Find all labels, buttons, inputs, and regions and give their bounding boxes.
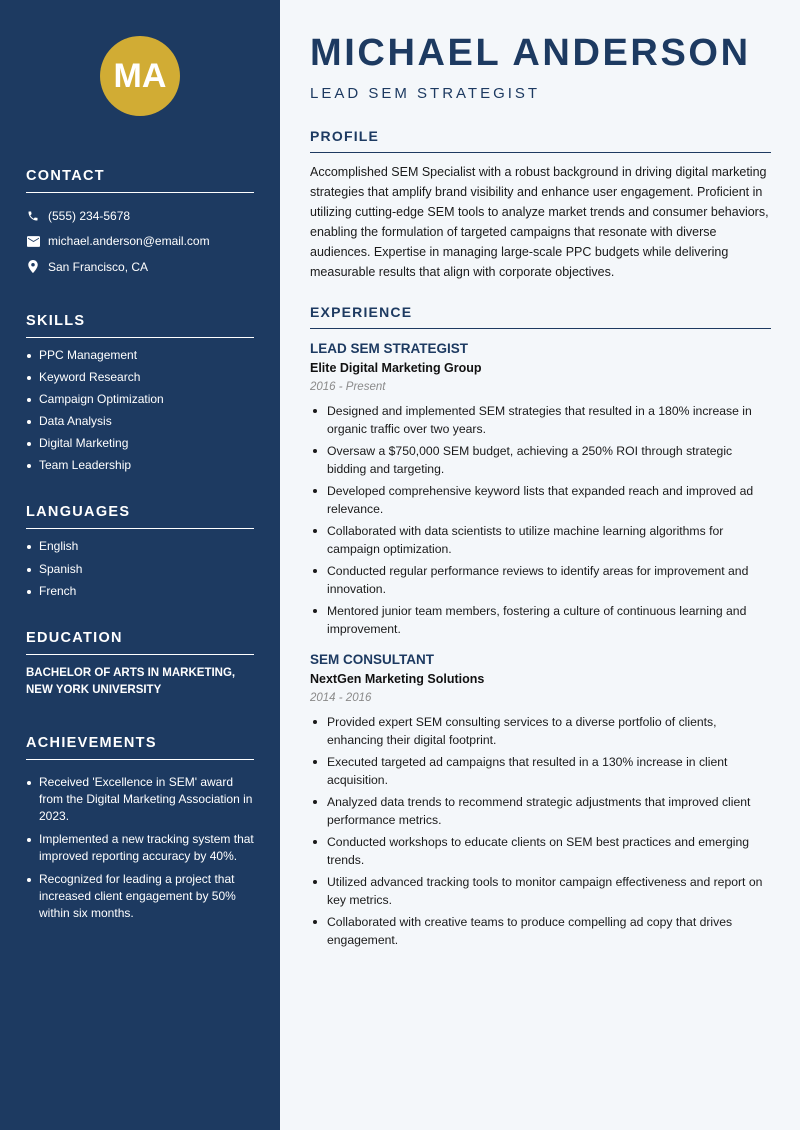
profile-section — [310, 128, 771, 282]
sidebar — [0, 0, 280, 1130]
achievements-section — [26, 735, 254, 922]
job-bullet: Collaborated with creative teams to produce compelling ad copy that drives engagement. — [310, 913, 771, 949]
job-bullet: Conducted regular performance reviews to identify areas for improvement and innovation. — [310, 562, 771, 598]
job-bullet: Collaborated with data scientists to utilize machine learning algorithms for campaign optimization. — [310, 522, 771, 558]
language-item: Spanish — [26, 561, 254, 578]
contact-section — [26, 168, 254, 280]
language-item: French — [26, 583, 254, 600]
job-company: Elite Digital Marketing Group — [310, 361, 482, 375]
experience-section — [310, 304, 771, 949]
location-text: San Francisco, CA — [48, 259, 149, 274]
profile-text: Accomplished SEM Specialist with a robust background in driving digital marketing strategies that amplify brand visibility and enhance user engagement. Proficient in utilizing cutting-edge SEM tools to analyze market trends and consumer behaviors, enabling the formulation of targeted campaigns that resonate with diverse audiences. Expertise in managing large-scale PPC budgets while delivering measurable results that align with corporate objectives. — [310, 165, 769, 279]
job-bullet: Designed and implemented SEM strategies that resulted in a 180% increase in organic traffic over two years. — [310, 402, 771, 438]
avatar-initials: MA — [113, 56, 167, 95]
job-bullet: Provided expert SEM consulting services to a diverse portfolio of clients, enhancing their digital footprint. — [310, 713, 771, 749]
achievement-item: Implemented a new tracking system that improved reporting accuracy by 40%. — [26, 831, 254, 865]
job-role: LEAD SEM STRATEGIST — [310, 341, 469, 356]
job-bullet: Developed comprehensive keyword lists that expanded reach and improved ad relevance. — [310, 482, 771, 518]
achievement-item: Received 'Excellence in SEM' award from the Digital Marketing Association in 2023. — [26, 774, 254, 825]
job-entry — [310, 341, 771, 638]
languages-heading: LANGUAGES — [26, 504, 254, 529]
job-bullet: Executed targeted ad campaigns that resulted in a 130% increase in client acquisition. — [310, 753, 771, 789]
profile-heading: PROFILE — [310, 128, 771, 153]
skill-item: Team Leadership — [26, 457, 254, 474]
candidate-name: MICHAEL ANDERSON — [310, 32, 751, 74]
phone-text: (555) 234-5678 — [48, 208, 131, 223]
languages-section — [26, 504, 254, 599]
main-content — [280, 0, 800, 1130]
skills-list — [26, 347, 254, 475]
education-heading: EDUCATION — [26, 630, 254, 655]
job-role: SEM CONSULTANT — [310, 652, 434, 667]
job-bullet: Analyzed data trends to recommend strategic adjustments that improved client performance metrics. — [310, 793, 771, 829]
experience-heading: EXPERIENCE — [310, 304, 771, 329]
achievement-item: Recognized for leading a project that increased client engagement by 50% within six months. — [26, 871, 254, 922]
contact-heading: CONTACT — [26, 168, 254, 193]
education-section — [26, 630, 254, 699]
location-pin-icon — [26, 260, 40, 274]
job-bullet: Mentored junior team members, fostering a culture of continuous learning and improvement. — [310, 602, 771, 638]
job-dates: 2016 - Present — [310, 381, 386, 393]
achievements-list — [26, 774, 254, 922]
job-bullet: Conducted workshops to educate clients on SEM best practices and emerging trends. — [310, 833, 771, 869]
languages-list — [26, 538, 254, 599]
skill-item: PPC Management — [26, 347, 254, 364]
job-bullets — [310, 402, 771, 638]
job-bullet: Utilized advanced tracking tools to monitor campaign effectiveness and report on key metrics. — [310, 873, 771, 909]
phone-icon — [26, 209, 40, 223]
job-company: NextGen Marketing Solutions — [310, 672, 485, 686]
language-item: English — [26, 538, 254, 555]
email-icon — [26, 234, 40, 248]
job-dates: 2014 - 2016 — [310, 692, 372, 704]
candidate-title: LEAD SEM STRATEGIST — [310, 85, 541, 102]
job-bullet: Oversaw a $750,000 SEM budget, achieving a 250% ROI through strategic bidding and targeting. — [310, 442, 771, 478]
contact-email — [26, 229, 254, 255]
avatar — [100, 36, 180, 116]
skill-item: Keyword Research — [26, 369, 254, 386]
skill-item: Digital Marketing — [26, 435, 254, 452]
education-degree: BACHELOR OF ARTS IN MARKETING, NEW YORK UNIVERSITY — [26, 666, 236, 696]
contact-location — [26, 254, 254, 280]
skills-section — [26, 313, 254, 475]
contact-phone — [26, 203, 254, 229]
job-bullets — [310, 713, 771, 949]
skill-item: Campaign Optimization — [26, 391, 254, 408]
achievements-heading: ACHIEVEMENTS — [26, 735, 254, 760]
email-text: michael.anderson@email.com — [48, 234, 210, 249]
contact-list — [26, 203, 254, 280]
job-entry — [310, 652, 771, 949]
skill-item: Data Analysis — [26, 413, 254, 430]
skills-heading: SKILLS — [26, 313, 254, 338]
